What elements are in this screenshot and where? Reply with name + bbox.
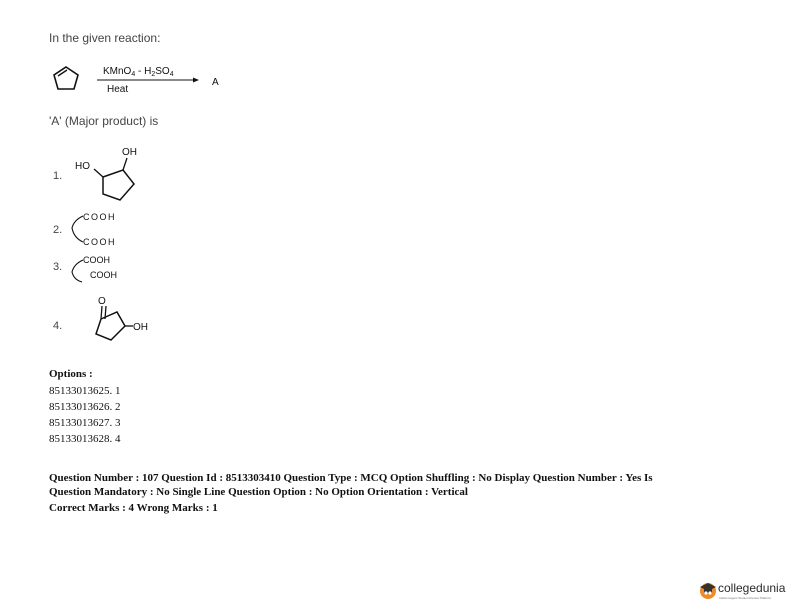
carbonyl-bond-1 [101,306,102,319]
logo-tagline: India's largest Student Review Platform [719,596,772,600]
chain-bond [72,216,83,242]
reaction-scheme [45,58,245,103]
option-number-4: 4. [53,320,63,332]
question-ask: 'A' (Major product) is [49,114,159,128]
logo-name: collegedunia [718,581,786,595]
option-number-2: 2. [53,224,63,236]
option-item-1: 85133013625. 1 [49,385,121,397]
options-heading: Options : [49,368,93,380]
cyclopentane-ring [96,312,125,340]
ho-label: HO [75,161,90,172]
question-meta-line-2: Question Mandatory : No Single Line Question Option : No Option Orientation : Vertical [49,486,468,498]
question-intro: In the given reaction: [49,31,161,45]
structure-option-1 [70,142,160,207]
cooh-bottom-label: COOH [90,270,117,280]
bond-ho [94,169,103,177]
cooh-top-label: COOH [83,212,116,222]
reagent-top: KMnO$_4$ - $H_2SO_4$ [103,66,174,78]
graduation-cap-icon [698,580,718,600]
marks-line: Correct Marks : 4 Wrong Marks : 1 [49,502,218,514]
o-label: O [98,296,106,307]
structure-option-2 [66,208,146,253]
product-label: A [212,77,219,88]
question-meta-line-1: Question Number : 107 Question Id : 8513303410 Question Type : MCQ Option Shuffling : No Display Question Number : Yes Is [49,472,653,484]
oh-label: OH [133,322,148,333]
cyclopentane-ring [103,170,134,200]
chain-bond [72,260,83,282]
collegedunia-logo [698,578,788,604]
structure-option-4 [72,292,162,362]
bond-oh [123,158,127,170]
cooh-top-label: COOH [83,255,110,265]
reagent-bottom: Heat [107,84,129,95]
structure-option-3 [66,252,146,292]
oh-label: OH [122,147,137,158]
option-item-3: 85133013627. 3 [49,417,121,429]
option-number-1: 1. [53,170,63,182]
cooh-bottom-label: COOH [83,237,116,247]
option-number-3: 3. [53,261,63,273]
arrow-head [193,78,199,83]
option-item-2: 85133013626. 2 [49,401,121,413]
option-item-4: 85133013628. 4 [49,433,121,445]
